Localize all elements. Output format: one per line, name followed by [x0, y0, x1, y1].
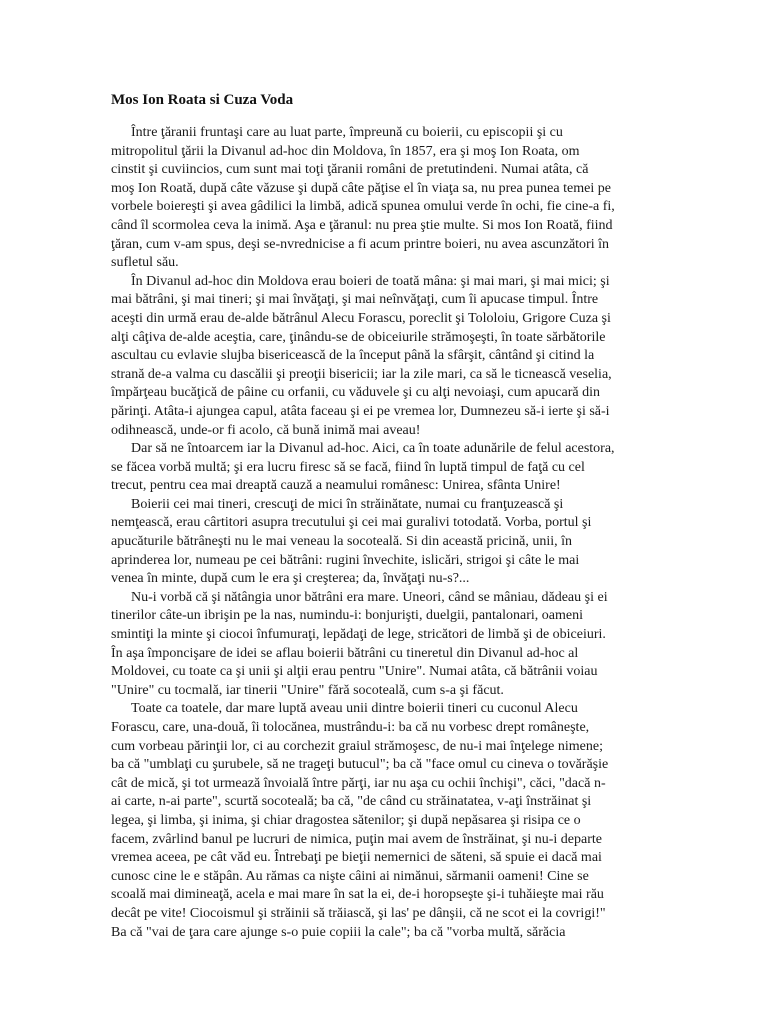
paragraph [111, 589, 671, 701]
text-line: nemţească, erau cârtitori asupra trecutului şi cei mai guralivi totodată. Vorba, portul şi [111, 515, 592, 531]
text-line: odihnească, unde-or fi acolo, că bună inimă mai aveau! [111, 422, 421, 438]
paragraph [111, 124, 671, 273]
document-title: Mos Ion Roata si Cuza Voda [111, 92, 294, 108]
text-line: cum vorbeau părinţii lor, ci au corchezit graiul strămoşesc, de nu-i mai înţelege nimene; [111, 738, 603, 754]
text-line: vorbele boiereşti şi avea gâdilici la limbă, adică spunea omului verde în ochi, fie cine-a fi, [111, 199, 615, 215]
text-line: cunosc cine le e stăpân. Au rămas ca nişte câini ai nimănui, sărmanii oameni! Cine se [111, 868, 589, 884]
text-line: Forascu, care, una-două, îi tolocănea, mustrându-i: ba că nu vorbesc drept româneşte, [111, 720, 590, 735]
text-line: vremea aceea, pe cât văd eu. Întrebaţi pe bieţii nemernici de săteni, să spuie ei dacă mai [111, 850, 602, 866]
text-line: venea în minte, după cum le era şi creşterea; da, învăţaţi nu-s?... [111, 571, 470, 587]
text-line: împărţeau bucăţică de pâine cu orfanii, cu văduvele şi cu alţi nevoiaşi, cum apucară din [111, 385, 601, 401]
text-line: aceşti din urmă erau de-alde bătrânul Alecu Forascu, poreclit şi Tololoiu, Grigore Cuza şi [111, 310, 611, 326]
text-line: ai carte, n-ai parte", scurtă socoteală; ba că, "de când cu străinatatea, v-aţi înstrăinat şi [111, 794, 592, 810]
text-line: ascultau cu evlavie slujba bisericească de la început până la sfârşit, cântând şi citind la [111, 348, 595, 364]
text-line: se făcea vorbă multă; şi era lucru firesc să se facă, fiind în luptă timpul de faţă cu cel [111, 459, 585, 475]
text-line: Între ţăranii fruntaşi care au luat parte, împreună cu boierii, cu episcopii şi cu [131, 125, 563, 140]
paragraph [111, 496, 671, 589]
text-line: smintiţi la minte şi ciocoi înfumuraţi, lepădaţi de lege, stricători de limbă şi de obiceiuri. [111, 627, 606, 643]
paragraph [111, 700, 671, 942]
text-line: ba că "umblaţi cu şurubele, să ne trageţi butucul"; ba că "face omul cu cineva o tovărăşie [111, 757, 609, 773]
document-body [111, 124, 671, 942]
text-line: mitropolitul ţării la Divanul ad-hoc din Moldova, în 1857, era şi moş Ion Roata, om [111, 143, 580, 159]
text-line: mai bătrâni, şi mai tineri; şi mai învăţaţi, şi mai neînvăţaţi, cum îi apucase timpul. Între [111, 292, 599, 308]
text-line: apucăturile bătrâneşti nu le mai veneau la socoteală. Si din această pricină, unii, în [111, 534, 573, 550]
text-line: facem, zvârlind banul pe lucruri de nimica, puţin mai avem de înstrăinat, şi nu-i departe [111, 831, 602, 847]
text-line: Nu-i vorbă că şi nătângia unor bătrâni era mare. Uneori, când se mâniau, dădeau şi ei [131, 589, 608, 605]
text-line: legea, şi limba, şi inima, şi chiar dragostea sătenilor; şi după nepăsarea şi risipa ce o [111, 812, 581, 828]
text-line: cât de mică, şi tot urmează învoială între părţi, iar nu aşa cu ochii închişi", căci, "dacă n- [111, 775, 606, 791]
text-line: când îl scormolea ceva la inimă. Aşa e ţăranul: nu prea ştie multe. Si mos Ion Roată, fiind [111, 217, 613, 233]
text-line: moş Ion Roată, după câte văzuse şi după câte păţise el în viaţa sa, nu prea punea temei pe [111, 180, 611, 196]
text-line: Toate ca toatele, dar mare luptă aveau unii dintre boierii tineri cu cuconul Alecu [131, 701, 578, 717]
text-line: Boierii cei mai tineri, crescuţi de mici în străinătate, numai cu franţuzească şi [131, 496, 564, 512]
text-line: aprinderea lor, numeau pe cei bătrâni: rugini învechite, islicări, strigoi şi câte le mai [111, 552, 580, 568]
text-line: tinerilor câte-un ibrişin pe la nas, numindu-i: bonjurişti, duelgii, pantalonari, oameni [111, 608, 584, 624]
paragraph [111, 273, 671, 440]
text-line: În aşa împoncişare de idei se aflau boierii bătrâni cu tineretul din Divanul ad-hoc al [111, 645, 579, 661]
text-line: scoală mai dimineaţă, acela e mai mare în sat la ei, de-i horopseşte şi-i tuhăieşte mai rău [111, 887, 604, 903]
text-line: ţăran, cum v-am spus, deşi se-nvrednicise a fi acum printre boieri, nu avea ascunzători în [111, 236, 609, 252]
text-line: Dar să ne întoarcem iar la Divanul ad-hoc. Aici, ca în toate adunările de felul acestora, [131, 441, 615, 457]
text-line: strană de-a valma cu dascălii şi preoţii bisericii; iar la zile mari, ca să le ticnească veselia, [111, 366, 612, 382]
text-line: alţi câţiva de-alde aceştia, care, ţinându-se de obiceiurile strămoşeşti, în toate sărbătorile [111, 329, 606, 345]
text-line: Moldovei, cu toate ca şi unii şi alţii erau pentru "Unire". Numai atâta, că bătrânii voiau [111, 664, 598, 680]
text-line: trecut, pentru cea mai dreaptă cauză a neamului românesc: Unirea, sfânta Unire! [111, 478, 561, 494]
text-line: decât pe vite! Ciocoismul şi străinii să trăiască, şi las' pe dânşii, că ne scot ei la covrigi!" [111, 905, 606, 921]
text-line: În Divanul ad-hoc din Moldova erau boieri de toată mâna: şi mai mari, şi mai mici; şi [131, 273, 610, 289]
paragraph [111, 440, 671, 496]
text-line: Ba că "vai de ţara care ajunge s-o puie copiii la cale"; ba că "vorba multă, sărăcia [111, 924, 566, 940]
text-line: sufletul său. [111, 255, 179, 271]
text-line: părinţi. Atâta-i ajungea capul, atâta faceau şi ei pe vremea lor, Dumnezeu să-i ierte şi să-i [111, 403, 610, 419]
text-line: cinstit şi cuviincios, cum sunt mai toţi ţăranii români de pretutindeni. Numai atâta, că [111, 162, 589, 178]
text-line: "Unire" cu tocmală, iar tinerii "Unire" fără socoteală, cum s-a şi făcut. [111, 682, 504, 698]
